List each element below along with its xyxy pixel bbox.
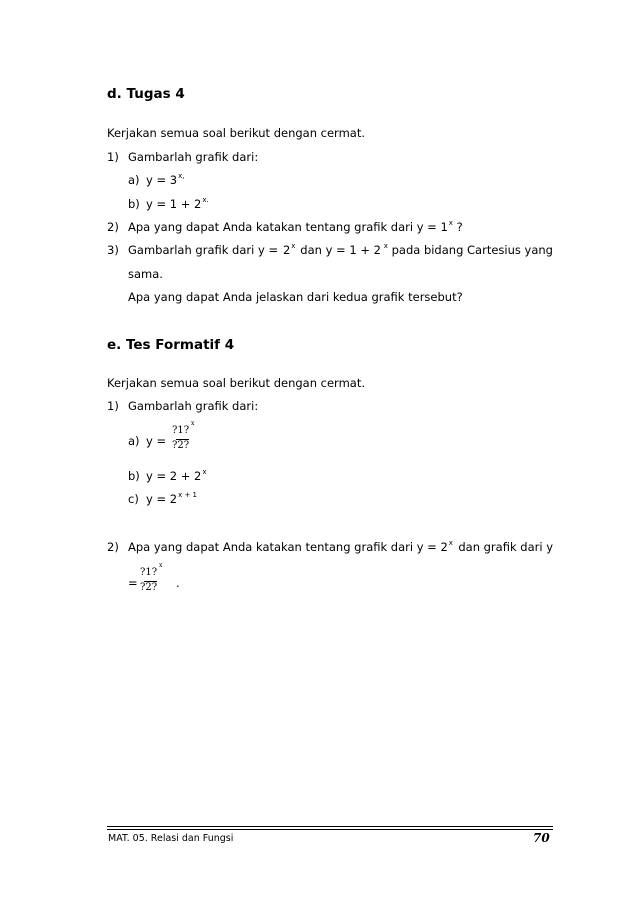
- footer-rule-thin: [107, 829, 553, 830]
- tes-q2-line1: Apa yang dapat Anda katakan tentang grafik dari $y = 2^x$ dan grafik dari y: [128, 539, 553, 554]
- tes-q1b-label: b): [128, 469, 140, 483]
- section-heading-tugas: d. Tugas 4: [107, 86, 185, 102]
- tugas-q1a-expr: $y = 3^{x,}$: [146, 172, 185, 187]
- tes-q2-period: .: [176, 576, 180, 590]
- fraction-denominator: ?2?: [140, 582, 158, 593]
- tes-q1c-label: c): [128, 492, 139, 506]
- footer-rule-thick: [107, 826, 553, 827]
- tes-q1a-expr: y =: [146, 434, 167, 448]
- fraction-numerator: ?1?: [140, 567, 158, 578]
- fraction-exponent: x: [191, 420, 195, 427]
- tes-q1a-fraction: [172, 420, 202, 456]
- tes-q1-number: 1): [107, 399, 119, 413]
- tugas-q1b-label: b): [128, 197, 140, 211]
- page-number: 70: [533, 831, 550, 845]
- tes-q2-equals: =: [128, 576, 138, 590]
- tugas-q3-line3: Apa yang dapat Anda jelaskan dari kedua grafik tersebut?: [128, 290, 463, 304]
- tes-intro: Kerjakan semua soal berikut dengan cermat.: [107, 376, 365, 390]
- fraction-numerator: ?1?: [172, 425, 190, 436]
- tes-q2-number: 2): [107, 540, 119, 554]
- tugas-intro: Kerjakan semua soal berikut dengan cermat.: [107, 126, 365, 140]
- fraction-exponent: x: [159, 562, 163, 569]
- tes-q1a-label: a): [128, 434, 140, 448]
- tes-q1c-expr: $y = 2^{x + 1}$: [146, 491, 197, 506]
- fraction-denominator: ?2?: [172, 440, 190, 451]
- tes-q2-fraction: [140, 562, 170, 598]
- tugas-q2-text: Apa yang dapat Anda katakan tentang grafik dari $y = 1^x$ ?: [128, 219, 463, 234]
- tugas-q2-number: 2): [107, 220, 119, 234]
- tugas-q1-number: 1): [107, 150, 119, 164]
- footer-title: MAT. 05. Relasi dan Fungsi: [108, 833, 234, 844]
- tugas-q1a-label: a): [128, 173, 140, 187]
- tes-q1b-expr: $y = 2 + 2^x$: [146, 468, 207, 483]
- tugas-q3-line2: sama.: [128, 267, 163, 281]
- tugas-q1b-expr: $y = 1 + 2^{x.}$: [146, 196, 209, 211]
- tugas-q3-line1: Gambarlah grafik dari y = 2$^x$ dan y = 1 + 2 $^x$ pada bidang Cartesius yang: [128, 242, 553, 257]
- tugas-q1-text: Gambarlah grafik dari:: [128, 150, 259, 164]
- section-heading-tes-formatif: e. Tes Formatif 4: [107, 337, 235, 353]
- tes-q1-text: Gambarlah grafik dari:: [128, 399, 259, 413]
- tugas-q3-number: 3): [107, 243, 119, 257]
